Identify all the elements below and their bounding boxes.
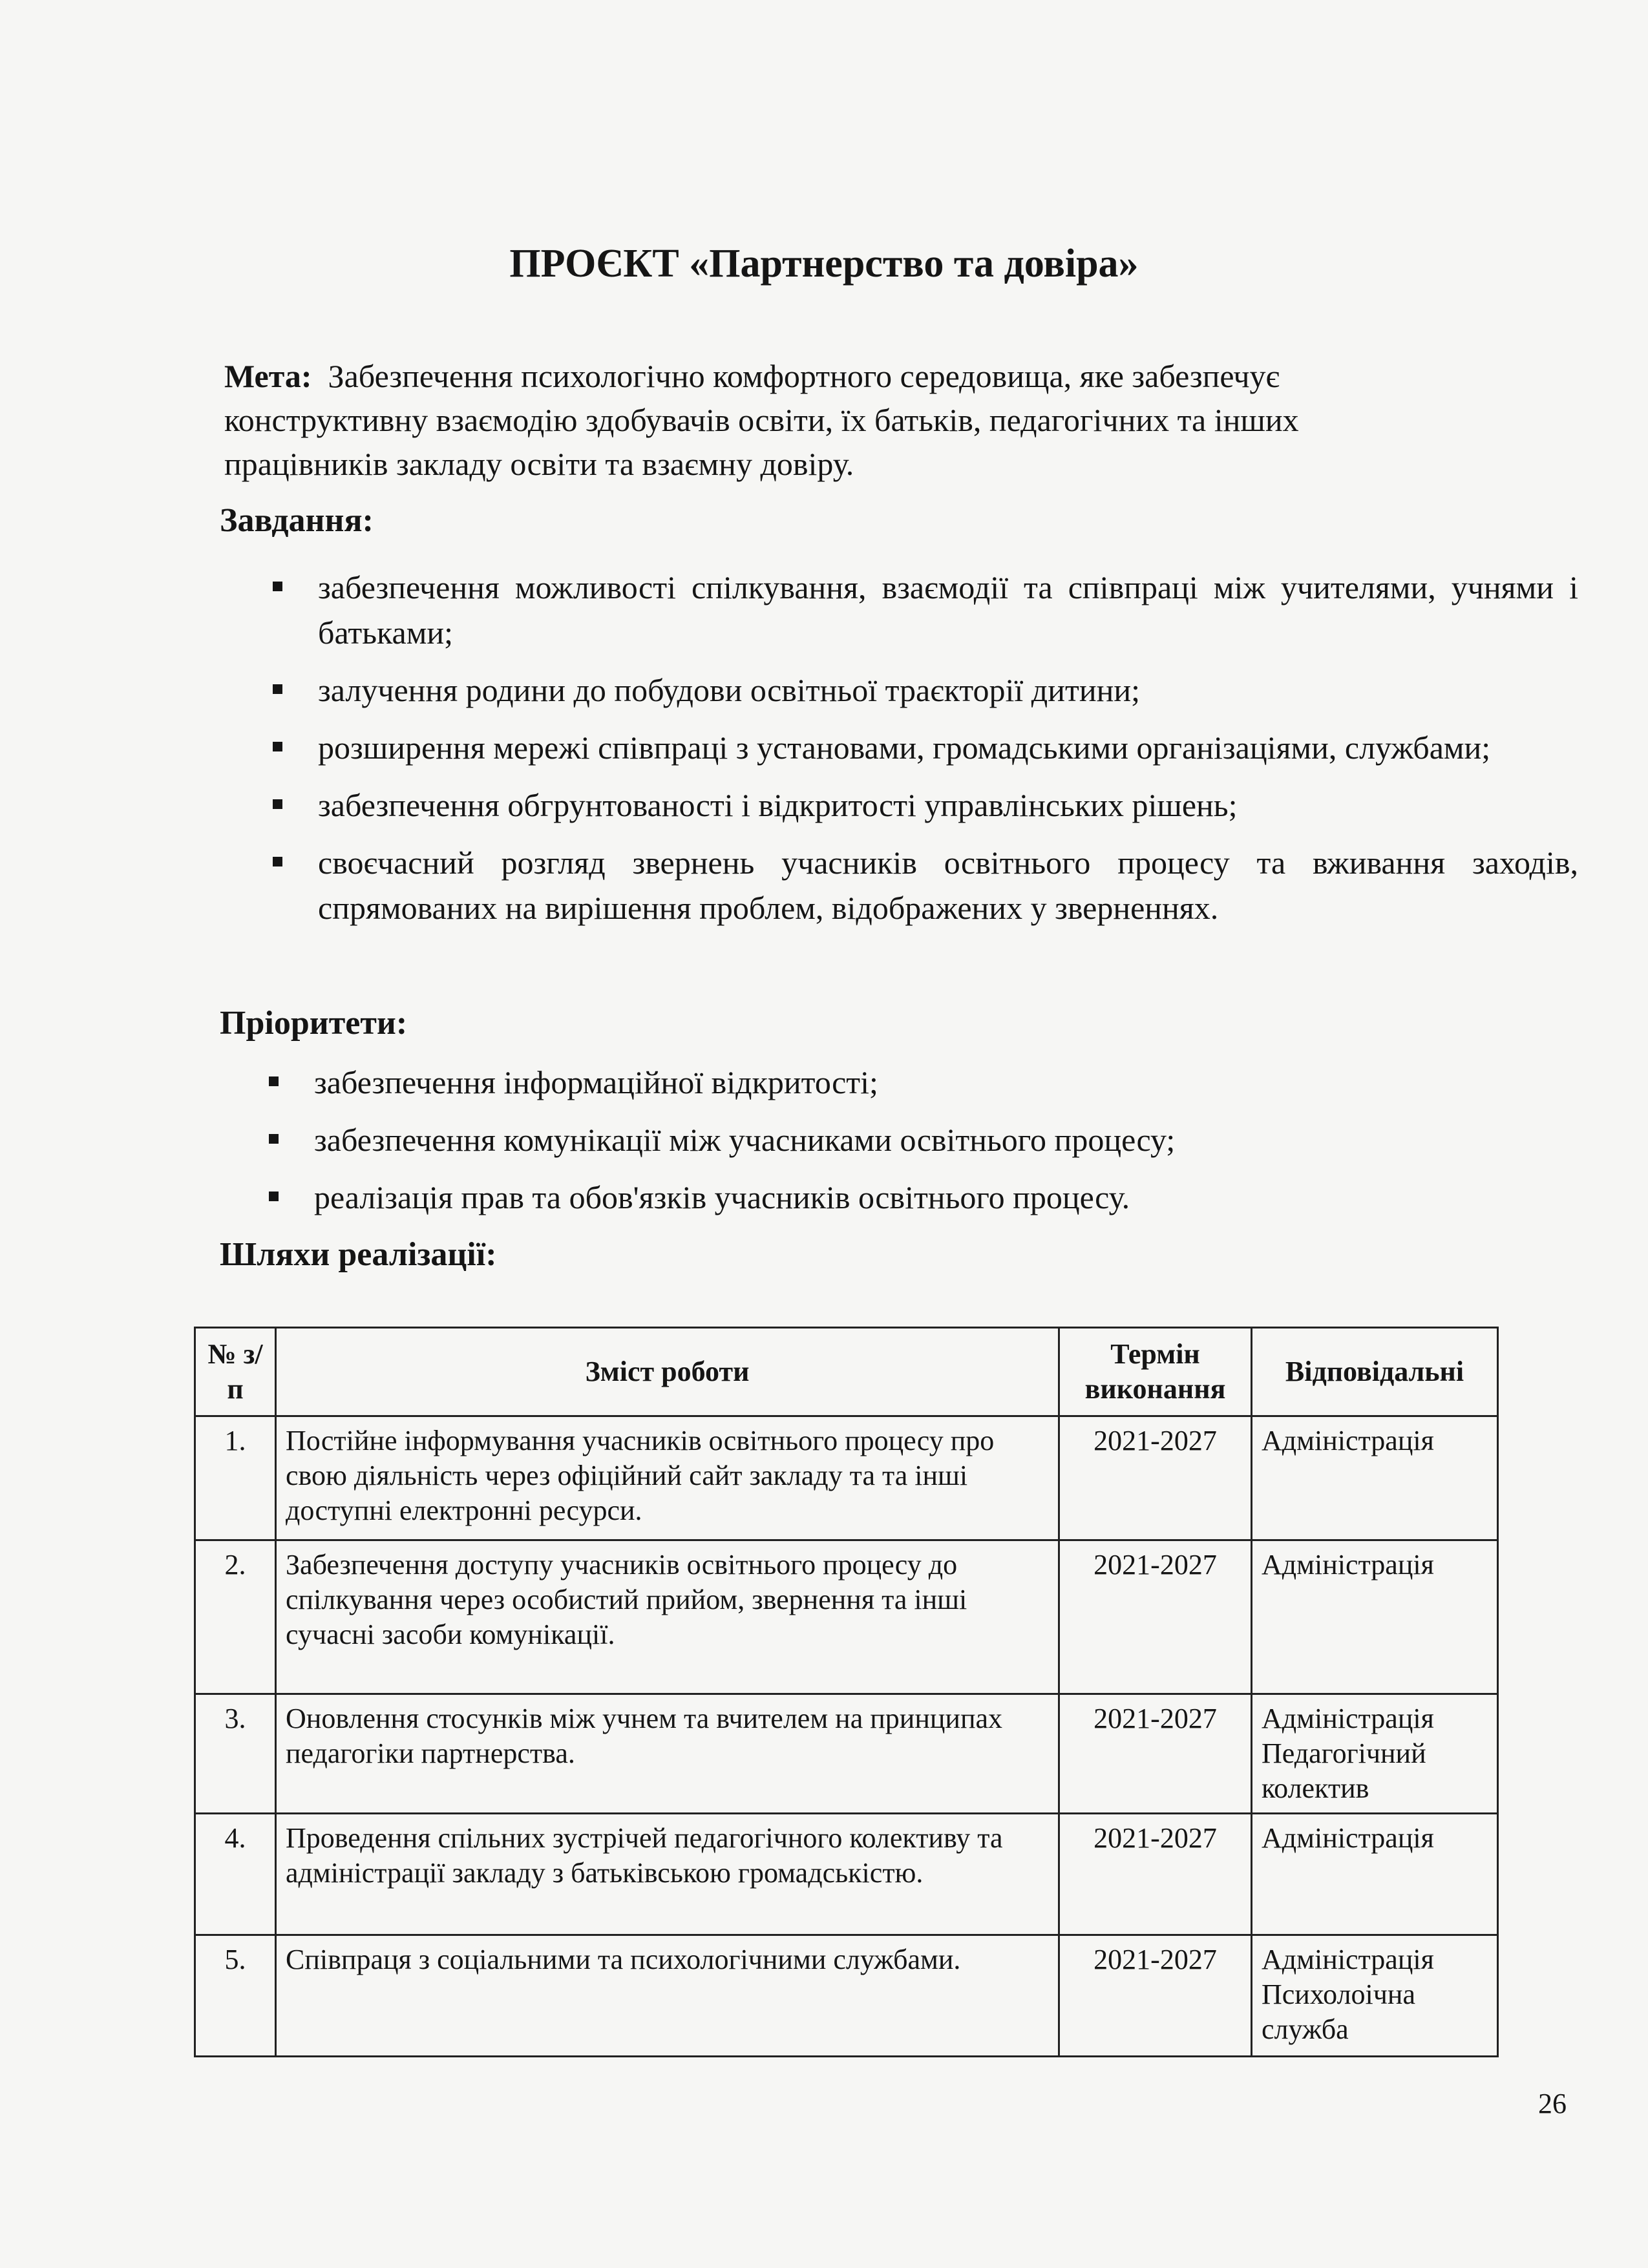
cell-term: 2021-2027: [1059, 1935, 1252, 2057]
list-item: забезпечення обгрунтованості і відкритості управлінських рішень;: [318, 782, 1578, 828]
list-item: залучення родини до побудови освітньої траєкторії дитини;: [318, 667, 1578, 713]
bullet-icon: [273, 684, 282, 694]
cell-content: Забезпечення доступу учасників освітнього процесу до спілкування через особистий прийом, звернення та інші сучасні засоби комунікації.: [276, 1540, 1059, 1694]
header-responsible: Відповідальні: [1252, 1328, 1498, 1416]
page-number: 26: [1538, 2088, 1567, 2119]
bullet-icon: [269, 1076, 279, 1086]
ways-heading: Шляхи реалізації:: [220, 1236, 497, 1273]
bullet-icon: [269, 1134, 279, 1144]
cell-num: 1.: [195, 1416, 276, 1540]
bullet-icon: [273, 742, 282, 751]
tasks-list: [318, 565, 1578, 943]
cell-content: Співпраця з соціальними та психологічними службами.: [276, 1935, 1059, 2057]
goal-paragraph: [224, 354, 1465, 486]
cell-term: 2021-2027: [1059, 1416, 1252, 1540]
cell-responsible: Адміністрація: [1252, 1540, 1498, 1694]
cell-content: Постійне інформування учасників освітнього процесу про свою діяльність через офіційний сайт закладу та та інші доступні електронні ресурси.: [276, 1416, 1059, 1540]
cell-content: Проведення спільних зустрічей педагогічного колективу та адміністрації закладу з батьківською громадськістю.: [276, 1814, 1059, 1935]
table-row: [195, 1814, 1498, 1935]
priorities-list: [314, 1060, 1542, 1232]
cell-num: 5.: [195, 1935, 276, 2057]
bullet-icon: [269, 1192, 279, 1201]
cell-responsible: Адміністрація: [1252, 1814, 1498, 1935]
goal-text: Забезпечення психологічно комфортного середовища, яке забезпечує конструктивну взаємодію здобувачів освіти, їх батьків, педагогічних та інших працівників закладу освіти та взаємну довіру.: [224, 358, 1299, 482]
list-item: забезпечення комунікації між учасниками освітнього процесу;: [314, 1117, 1542, 1162]
cell-term: 2021-2027: [1059, 1694, 1252, 1814]
cell-term: 2021-2027: [1059, 1540, 1252, 1694]
goal-label: Мета:: [224, 358, 312, 394]
table-row: [195, 1540, 1498, 1694]
cell-num: 3.: [195, 1694, 276, 1814]
header-term: Термін виконання: [1059, 1328, 1252, 1416]
bullet-icon: [273, 799, 282, 809]
list-item: реалізація прав та обов'язків учасників освітнього процесу.: [314, 1175, 1542, 1220]
plan-table: [194, 1327, 1499, 2057]
header-num: № з/п: [195, 1328, 276, 1416]
cell-responsible: Адміністрація Психолоічна служба: [1252, 1935, 1498, 2057]
cell-num: 4.: [195, 1814, 276, 1935]
bullet-icon: [273, 582, 282, 591]
table-row: [195, 1416, 1498, 1540]
list-item: своєчасний розгляд звернень учасників освітнього процесу та вживання заходів, спрямованих на вирішення проблем, відображених у зверненнях.: [318, 840, 1578, 930]
list-item: забезпечення інформаційної відкритості;: [314, 1060, 1542, 1105]
tasks-heading: Завдання:: [220, 502, 374, 539]
table-row: [195, 1935, 1498, 2057]
table-row: [195, 1694, 1498, 1814]
page-title: ПРОЄКТ «Партнерство та довіра»: [509, 242, 1139, 286]
cell-term: 2021-2027: [1059, 1814, 1252, 1935]
cell-content: Оновлення стосунків між учнем та вчителем на принципах педагогіки партнерства.: [276, 1694, 1059, 1814]
cell-num: 2.: [195, 1540, 276, 1694]
table-header-row: [195, 1328, 1498, 1416]
header-content: Зміст роботи: [276, 1328, 1059, 1416]
list-item: розширення мережі співпраці з установами, громадськими організаціями, службами;: [318, 725, 1578, 770]
list-item: забезпечення можливості спілкування, взаємодії та співпраці між учителями, учнями і батьками;: [318, 565, 1578, 655]
cell-responsible: Адміністрація Педагогічний колектив: [1252, 1694, 1498, 1814]
cell-responsible: Адміністрація: [1252, 1416, 1498, 1540]
priorities-heading: Пріоритети:: [220, 1005, 408, 1042]
bullet-icon: [273, 857, 282, 866]
